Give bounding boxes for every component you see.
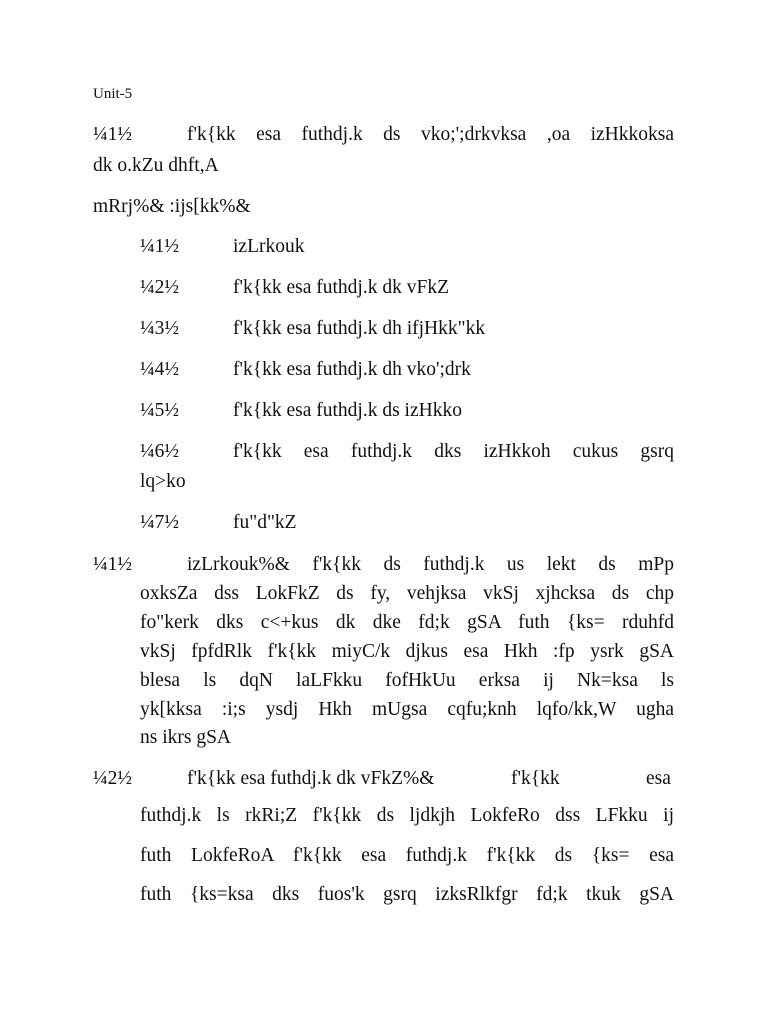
question-number: ¼1½ xyxy=(93,124,132,145)
paragraph-word: f'k{kk xyxy=(511,768,560,789)
outline-number: ¼5½ xyxy=(140,400,179,421)
section-heading: f'k{kk esa futhdj.k dk vFkZ%& xyxy=(187,768,435,789)
outline-number: ¼7½ xyxy=(140,512,179,533)
outline-item: fu"d"kZ xyxy=(233,512,297,533)
paragraph-line: blesa ls dqN laLFkku fofHkUu erksa ij Nk=ksa ls xyxy=(140,670,674,691)
question-line-1: f'k{kk esa futhdj.k ds vko;';drkvksa ,oa izHkkoksa xyxy=(187,124,674,145)
answer-heading: mRrj%& :ijs[kk%& xyxy=(93,196,251,217)
outline-number: ¼1½ xyxy=(140,236,179,257)
question-line-2: dk o.kZu dhft,A xyxy=(93,155,219,176)
paragraph-line: fo"kerk dks c<+kus dk dke fd;k gSA futh {ks= rduhfd xyxy=(140,612,674,633)
paragraph-line: oxksZa dss LokFkZ ds fy, vehjksa vkSj xjhcksa ds chp xyxy=(140,583,674,604)
paragraph-line: futhdj.k ls rkRi;Z f'k{kk ds ljdkjh LokfeRo dss LFkku ij xyxy=(140,805,674,826)
paragraph-line: yk[kksa :i;s ysdj Hkh mUgsa cqfu;knh lqfo/kk,W ugha xyxy=(140,699,674,720)
outline-item: izLrkouk xyxy=(233,236,305,257)
paragraph-line: vkSj fpfdRlk f'k{kk miyC/k djkus esa Hkh :fp ysrk gSA xyxy=(140,641,674,662)
outline-number: ¼6½ xyxy=(140,441,179,462)
section-number: ¼1½ xyxy=(93,554,132,575)
paragraph-line: futh {ks=ksa dks fuos'k gsrq izksRlkfgr fd;k tkuk gSA xyxy=(140,884,674,905)
outline-number: ¼2½ xyxy=(140,277,179,298)
section-number: ¼2½ xyxy=(93,768,132,789)
paragraph-word: esa xyxy=(646,768,671,789)
outline-number: ¼4½ xyxy=(140,359,179,380)
outline-item: f'k{kk esa futhdj.k dh ifjHkk"kk xyxy=(233,318,486,339)
outline-item: f'k{kk esa futhdj.k dks izHkkoh cukus gsrq xyxy=(233,441,674,462)
paragraph-line: izLrkouk%& f'k{kk ds futhdj.k us lekt ds mPp xyxy=(187,554,674,575)
outline-item-continued: lq>ko xyxy=(140,471,186,492)
outline-item: f'k{kk esa futhdj.k ds izHkko xyxy=(233,400,462,421)
unit-header: Unit-5 xyxy=(93,86,133,102)
paragraph-line: futh LokfeRoA f'k{kk esa futhdj.k f'k{kk ds {ks= esa xyxy=(140,845,674,866)
outline-item: f'k{kk esa futhdj.k dh vko';drk xyxy=(233,359,471,380)
outline-item: f'k{kk esa futhdj.k dk vFkZ xyxy=(233,277,449,298)
outline-number: ¼3½ xyxy=(140,318,179,339)
paragraph-line: ns ikrs gSA xyxy=(140,727,232,748)
